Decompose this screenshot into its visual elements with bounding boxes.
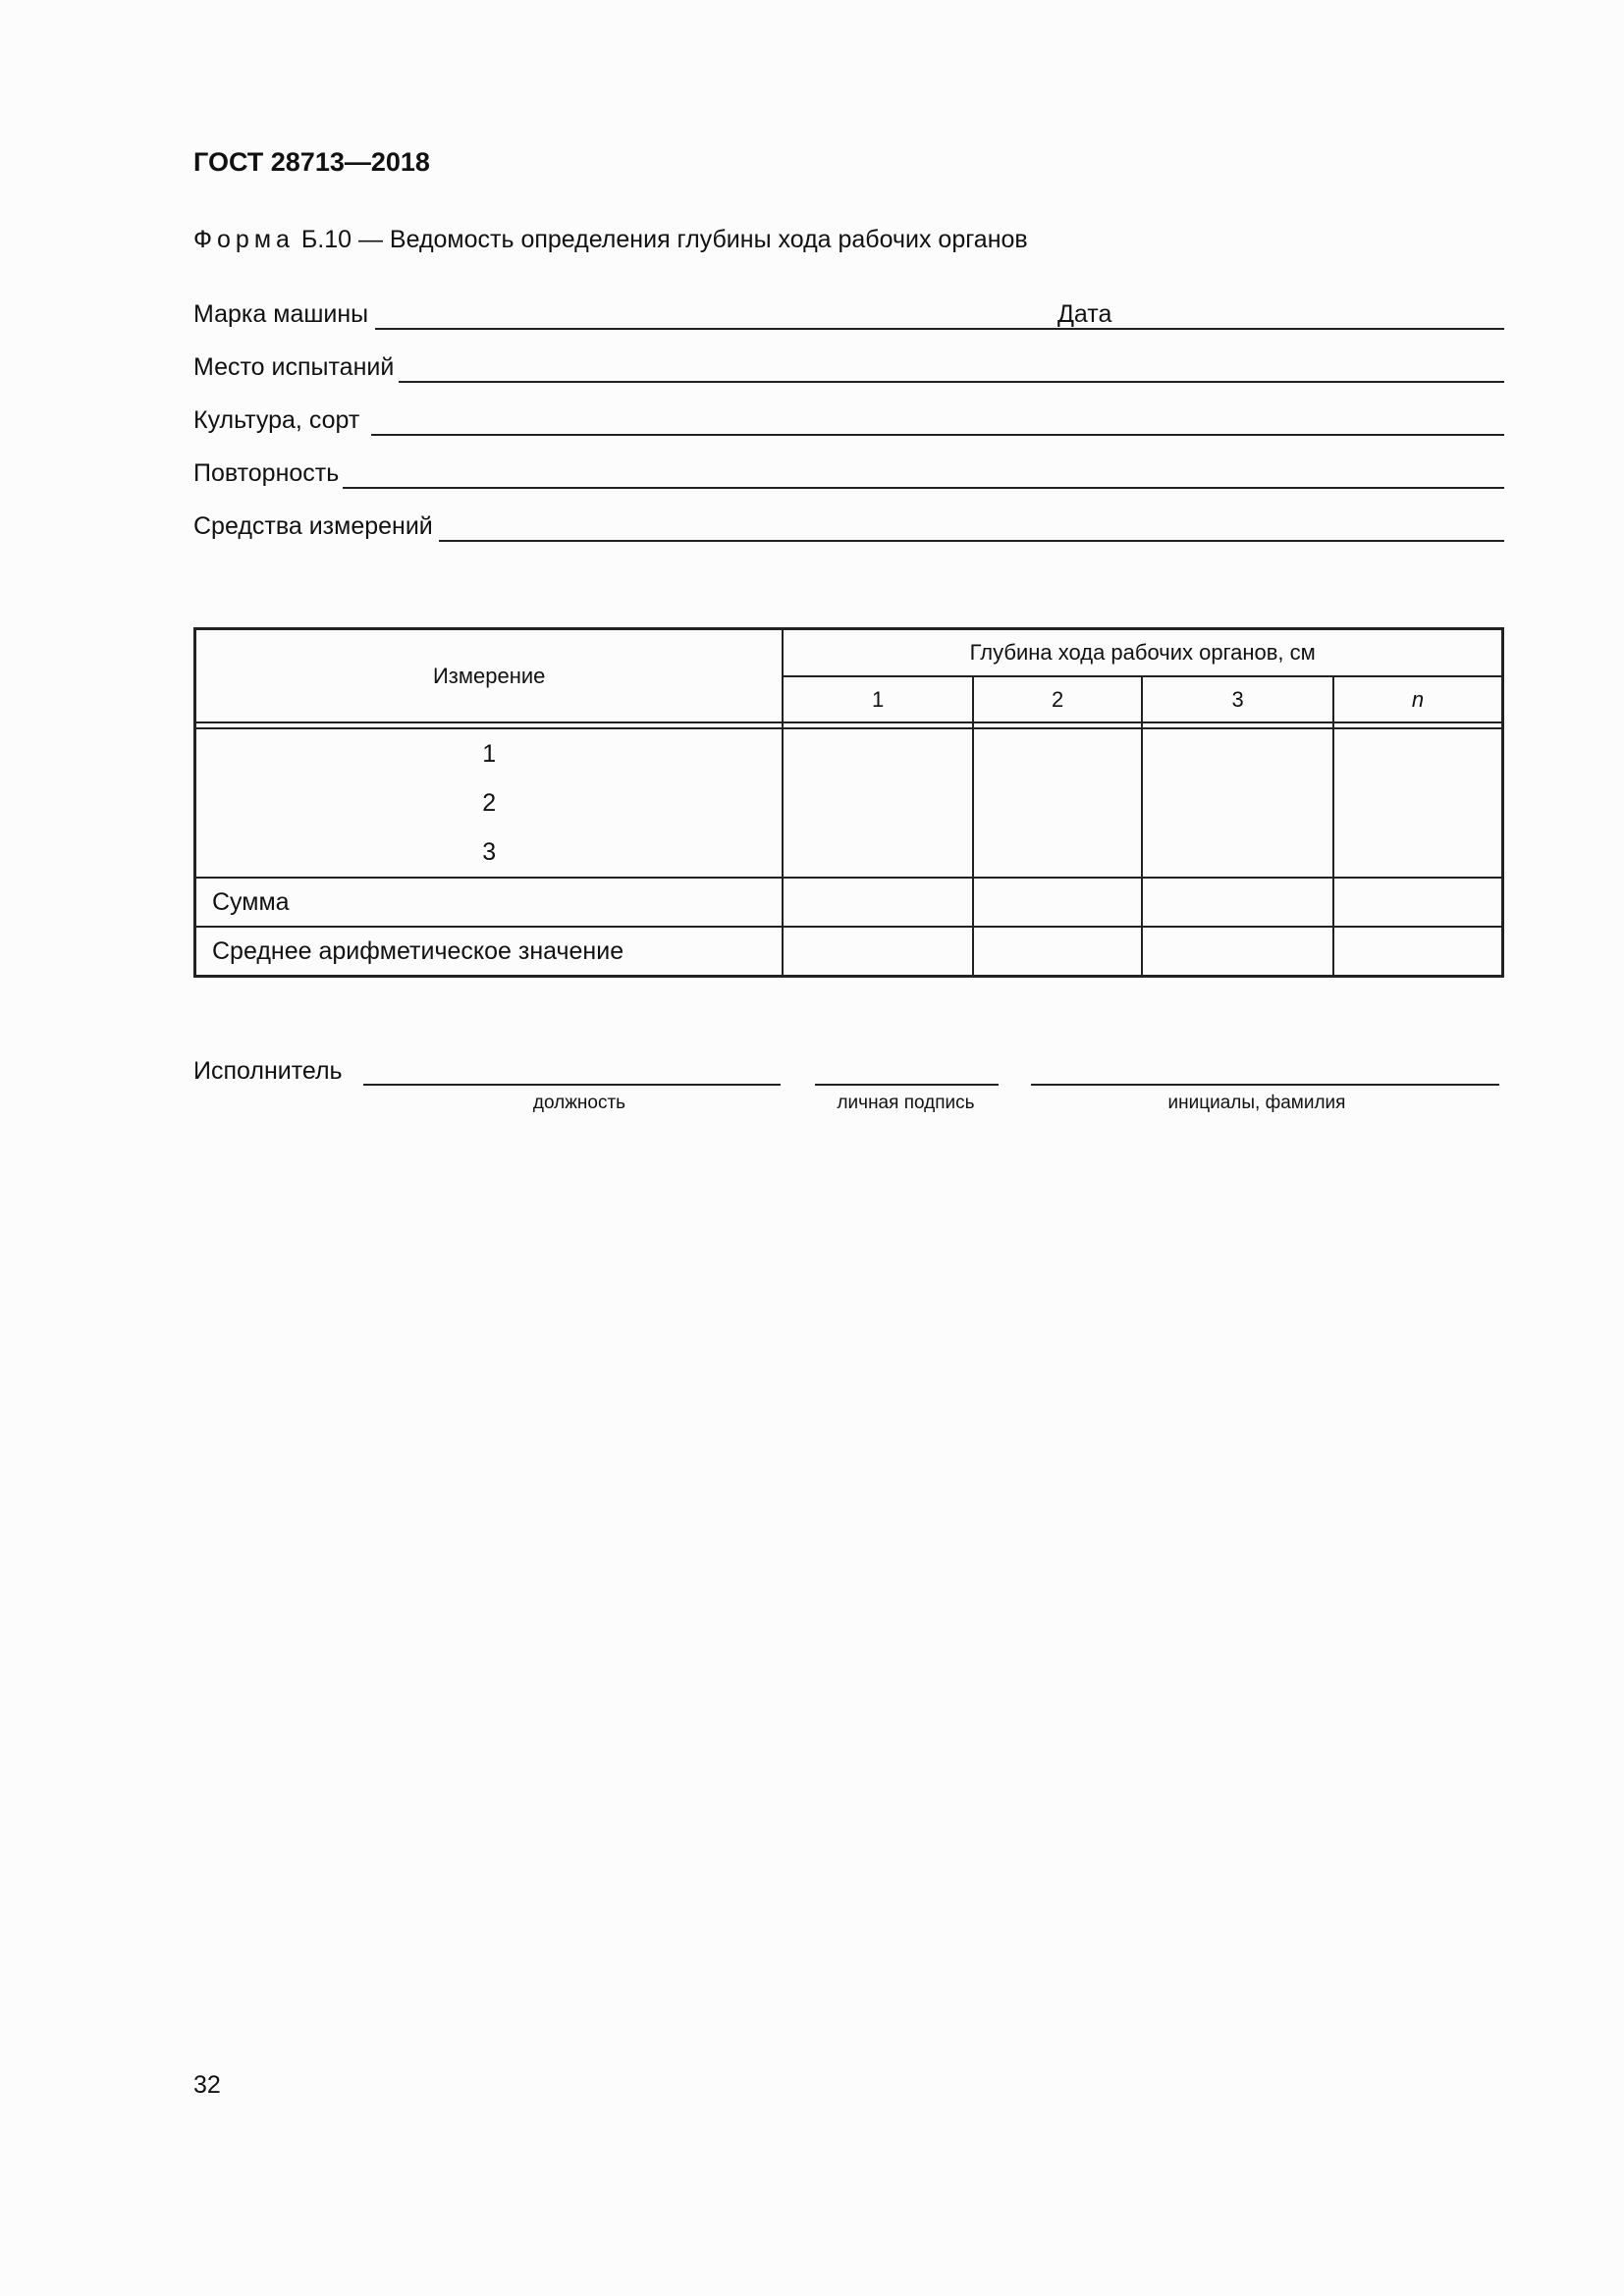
page-number: 32 (193, 2071, 221, 2099)
instruments-input-line[interactable] (439, 540, 1504, 542)
depth-measurement-table (193, 627, 1504, 978)
measurement-1: 1 (482, 740, 497, 768)
signature-caption: личная подпись (837, 1093, 975, 1113)
cell-sum-col-3[interactable] (1142, 878, 1332, 927)
cell-measure-col-2[interactable] (973, 728, 1143, 878)
measurement-3: 3 (482, 838, 497, 866)
measurement-2: 2 (482, 789, 497, 817)
field-instruments (193, 512, 1504, 544)
cell-mean-col-n[interactable] (1333, 927, 1503, 977)
date-label: Дата (1057, 300, 1112, 328)
position-caption: должность (532, 1093, 626, 1113)
field-crop-variety (193, 406, 1504, 438)
cell-measure-col-3[interactable] (1142, 728, 1332, 878)
date-input-line[interactable] (1121, 328, 1504, 330)
cell-mean-col-1[interactable] (783, 927, 973, 977)
replication-input-line[interactable] (343, 487, 1504, 489)
cell-mean-col-3[interactable] (1142, 927, 1332, 977)
header-measurement: Измерение (195, 629, 784, 723)
measurement-numbers (195, 728, 784, 878)
position-input-line[interactable] (363, 1084, 781, 1086)
row-mean-label: Среднее арифметическое значение (195, 927, 784, 977)
field-replication (193, 459, 1504, 491)
instruments-label: Средства измерений (193, 512, 433, 540)
crop-variety-input-line[interactable] (371, 434, 1504, 436)
header-col-2: 2 (973, 676, 1143, 722)
name-input-line[interactable] (1031, 1084, 1499, 1086)
row-sum-label: Сумма (195, 878, 784, 927)
signature-input-line[interactable] (815, 1084, 999, 1086)
test-site-label: Место испытаний (193, 353, 395, 381)
header-col-n: n (1333, 676, 1503, 722)
form-title (193, 226, 1028, 254)
cell-sum-col-1[interactable] (783, 878, 973, 927)
replication-label: Повторность (193, 459, 340, 487)
cell-mean-col-2[interactable] (973, 927, 1143, 977)
name-caption: инициалы, фамилия (1167, 1093, 1346, 1113)
cell-measure-col-n[interactable] (1333, 728, 1503, 878)
document-code: ГОСТ 28713—2018 (193, 147, 430, 177)
test-site-input-line[interactable] (399, 381, 1504, 383)
crop-variety-label: Культура, сорт (193, 406, 360, 434)
field-test-site (193, 353, 1504, 385)
header-col-3: 3 (1142, 676, 1332, 722)
field-machine-brand (193, 300, 1504, 332)
machine-brand-label: Марка машины (193, 300, 369, 328)
cell-sum-col-n[interactable] (1333, 878, 1503, 927)
header-col-1: 1 (783, 676, 973, 722)
executor-label: Исполнитель (193, 1057, 343, 1085)
cell-measure-col-1[interactable] (783, 728, 973, 878)
form-title-text: Б.10 — Ведомость определения глубины хода рабочих органов (300, 226, 1028, 253)
header-depth: Глубина хода рабочих органов, см (783, 629, 1502, 677)
cell-sum-col-2[interactable] (973, 878, 1143, 927)
form-word: Форма (193, 226, 295, 253)
